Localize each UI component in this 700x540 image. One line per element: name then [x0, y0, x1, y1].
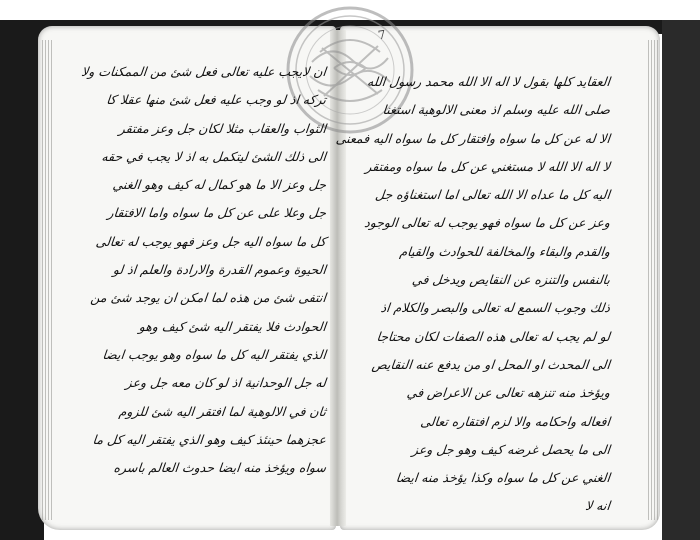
text-line: صلى الله عليه وسلم اذ معنى الالوهية استغنا	[381, 102, 611, 118]
text-line: ان لايجب عليه تعالى فعل شئ من الممكنات ولا	[80, 64, 327, 79]
text-line: الثواب والعقاب مثلا لكان جل وعز مفتقر	[118, 120, 327, 136]
text-line: الى ما يحصل غرضه كيف وهو جل وعز	[411, 441, 611, 457]
text-line: انتفى شئ من هذه لما امكن ان يوجد شئ من	[89, 290, 327, 306]
text-line: انه لا	[584, 498, 611, 514]
text-line: بالنفس والتنزه عن النقايص ويدخل في	[411, 272, 611, 288]
left-page-text	[80, 58, 327, 482]
text-line: والقدم والبقاء والمخالفة للحوادث والقيام	[398, 243, 611, 259]
text-line: لا اله الا الله لا مستغني عن كل ما سواه ومفتقر	[364, 158, 611, 174]
text-line: وعز عن كل ما سواه فهو يوجب له تعالى الوجود	[363, 215, 611, 231]
text-line: الحيوة وعموم القدرة والارادة والعلم اذ لو	[112, 262, 327, 278]
folio-number: 7	[377, 27, 387, 43]
text-line: جل وعلا على عن كل ما سواه واما الافتقار	[106, 205, 327, 221]
text-line: تركه اذ لو وجب عليه فعل شئ منها عقلا كا	[105, 92, 327, 108]
text-line: لو لم يجب له تعالى هذه الصفات لكان محتاجا	[375, 328, 611, 344]
book-cover-right-edge	[662, 20, 700, 540]
text-line: الا له عن كل ما سواه وافتقار كل ما سواه اليه فمعنى	[335, 130, 611, 146]
text-line: افعاله واحكامه والا لزم افتقاره تعالى	[419, 413, 611, 429]
text-line: الى المحدث او المحل او من يدفع عنه النقايص	[371, 356, 611, 372]
text-line: ذلك وجوب السمع له تعالى والبصر والكلام اذ	[379, 300, 611, 316]
text-line: الغني عن كل ما سواه وكذا يؤخذ منه ايضا	[395, 470, 611, 486]
text-line: ثان في الالوهية لما افتقر اليه شئ للزوم	[118, 403, 327, 419]
text-line: كل ما سواه اليه جل وعز فهو يوجب له تعالى	[95, 233, 327, 249]
text-line: اليه كل ما عداه الا الله تعالى اما استغناؤه جل	[374, 187, 611, 203]
page-stack-edge-right	[648, 40, 658, 520]
text-line: له جل الوحدانية اذ لو كان معه جل وعز	[125, 375, 327, 391]
page-stack-edge-left	[42, 40, 52, 520]
text-line: سواه ويؤخذ منه ايضا حدوث العالم باسره	[112, 460, 327, 476]
text-line: العقايد كلها بقول لا اله الا الله محمد رسول الله	[366, 74, 611, 89]
text-line: الى ذلك الشئ ليتكمل به اذ لا يجب في حقه	[100, 148, 327, 164]
text-line: ويؤخذ منه تنزهه تعالى عن الاعراض في	[406, 385, 611, 401]
text-line: عجزهما حينئذ كيف وهو الذي يفتقر اليه كل ما	[91, 431, 327, 447]
text-line: الحوادث فلا يفتقر اليه شئ كيف وهو	[138, 318, 327, 334]
right-page-text	[335, 68, 611, 521]
text-line: جل وعز الا ما هو كمال له كيف وهو الغني	[111, 177, 327, 193]
text-line: الذي يفتقر اليه كل ما سواه وهو يوجب ايضا	[101, 346, 327, 362]
